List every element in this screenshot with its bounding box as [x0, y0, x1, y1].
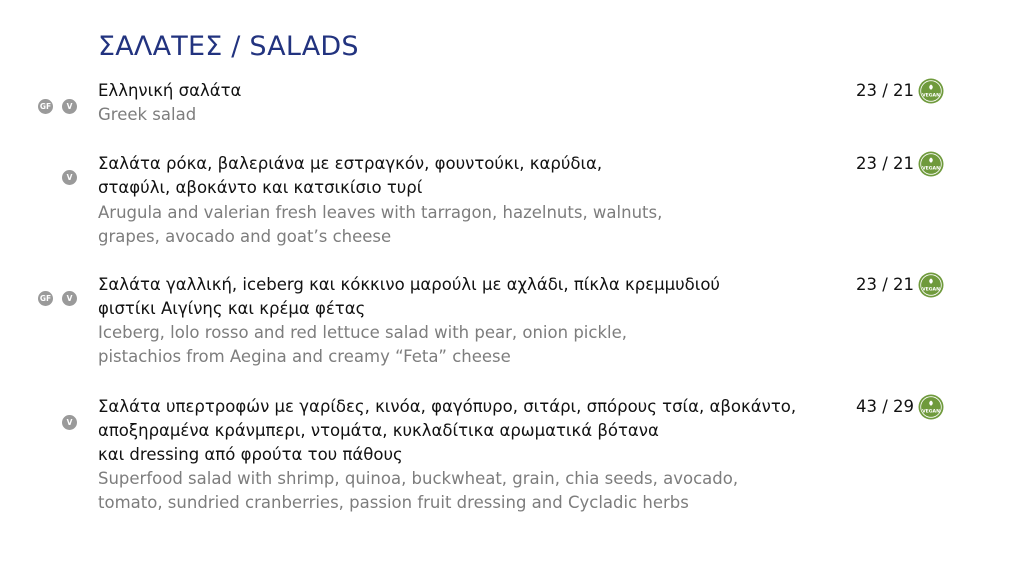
vegetarian-icon: V [62, 291, 77, 306]
vegan-icon-label: VEGAN [922, 409, 940, 415]
vegetarian-icon: V [62, 99, 77, 114]
vegan-icon-label: VEGAN [922, 287, 940, 293]
dish-english-name-line-2: grapes, avocado and goat’s cheese [98, 227, 392, 246]
dish-greek-name-line-3: και dressing από φρούτα του πάθους [98, 445, 403, 464]
dish-english-name: Arugula and valerian fresh leaves with tarragon, hazelnuts, walnuts, [98, 203, 663, 222]
vegan-icon [918, 151, 944, 177]
gluten-free-icon: GF [38, 99, 53, 114]
dish-greek-name: Σαλάτα υπερτροφών με γαρίδες, κινόα, φαγόπυρο, σιτάρι, σπόρους τσία, αβοκάντο, [98, 397, 797, 416]
dish-greek-name: Σαλάτα γαλλική, iceberg και κόκκινο μαρούλι με αχλάδι, πίκλα κρεμμυδιού [98, 275, 720, 294]
dish-greek-name: Ελληνική σαλάτα [98, 81, 242, 100]
dish-english-name: Greek salad [98, 105, 197, 124]
vegetarian-icon: V [62, 170, 77, 185]
vegan-icon [918, 78, 944, 104]
dish-greek-name-line-2: αποξηραμένα κράνμπερι, ντομάτα, κυκλαδίτικα αρωματικά βότανα [98, 421, 659, 440]
vegan-icon-label: VEGAN [922, 166, 940, 172]
dish-greek-name: Σαλάτα ρόκα, βαλεριάνα με εστραγκόν, φουντούκι, καρύδια, [98, 154, 603, 173]
gluten-free-icon: GF [38, 291, 53, 306]
vegan-icon-label: VEGAN [922, 93, 940, 99]
page-title: ΣΑΛΑΤΕΣ / SALADS [98, 31, 359, 62]
dish-english-name-line-2: pistachios from Aegina and creamy “Feta” cheese [98, 347, 511, 366]
dish-greek-name-line-2: φιστίκι Αιγίνης και κρέμα φέτας [98, 299, 366, 318]
dish-price: 23 / 21 [855, 275, 914, 294]
vegan-icon [918, 394, 944, 420]
dish-english-name: Superfood salad with shrimp, quinoa, buckwheat, grain, chia seeds, avocado, [98, 469, 739, 488]
dish-price: 23 / 21 [855, 154, 914, 173]
dish-english-name-line-2: tomato, sundried cranberries, passion fruit dressing and Cycladic herbs [98, 493, 689, 512]
dish-english-name: Iceberg, lolo rosso and red lettuce salad with pear, onion pickle, [98, 323, 627, 342]
vegetarian-icon: V [62, 415, 77, 430]
dish-price: 43 / 29 [855, 397, 914, 416]
dish-price: 23 / 21 [855, 81, 914, 100]
dish-greek-name-line-2: σταφύλι, αβοκάντο και κατσικίσιο τυρί [98, 178, 423, 197]
vegan-icon [918, 272, 944, 298]
